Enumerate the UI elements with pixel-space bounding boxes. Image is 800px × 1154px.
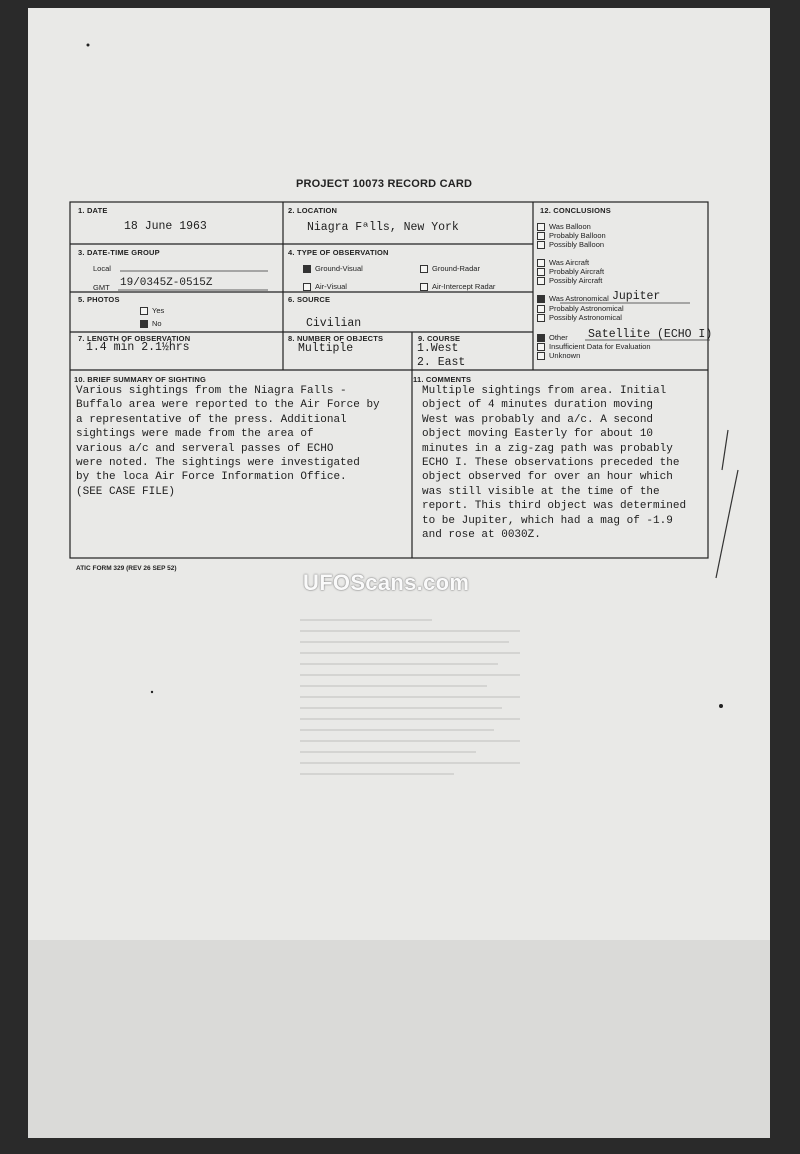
photos-no: No <box>140 319 162 328</box>
comments-label: 11. COMMENTS <box>413 375 472 384</box>
bleed-through-text <box>300 610 520 860</box>
conclusion-unknown: Unknown <box>537 351 580 360</box>
date-value: 18 June 1963 <box>124 220 207 233</box>
checkbox-ground-radar[interactable] <box>420 265 428 273</box>
checkbox-was-balloon[interactable] <box>537 223 545 231</box>
course-line-1: 1.West <box>417 342 459 355</box>
type-of-observation-label: 4. TYPE OF OBSERVATION <box>288 248 389 257</box>
checkbox-ground-visual[interactable] <box>303 265 311 273</box>
comments-text: Multiple sightings from area. Initial object of 4 minutes duration moving West was probably and a/c. A second object moving Easterly for about 10 minutes in a zig-zag path was probably ECHO I. These observations preceded the object observed for over an hour which was still visible at the time of the report. This third object was determined to be Jupiter, which had a mag of -1.9 and rose at 0030Z. <box>422 385 687 542</box>
conclusions-label: 12. CONCLUSIONS <box>540 206 611 215</box>
conclusion-probably-astronomical: Probably Astronomical <box>537 304 624 313</box>
checkbox-probably-balloon[interactable] <box>537 232 545 240</box>
option-air-intercept-radar: Air-Intercept Radar <box>420 282 495 291</box>
photos-yes: Yes <box>140 306 164 315</box>
conclusion-possibly-aircraft: Possibly Aircraft <box>537 276 602 285</box>
checkbox-unknown[interactable] <box>537 352 545 360</box>
checkbox-air-intercept-radar[interactable] <box>420 283 428 291</box>
course-line-2: 2. East <box>417 356 466 369</box>
checkbox-probably-aircraft[interactable] <box>537 268 545 276</box>
course-label: 9. COURSE <box>418 334 461 343</box>
date-time-group-label: 3. DATE-TIME GROUP <box>78 248 160 257</box>
option-air-visual: Air-Visual <box>303 282 347 291</box>
checkbox-air-visual[interactable] <box>303 283 311 291</box>
length-of-observation-label: 7. LENGTH OF OBSERVATION <box>78 334 191 343</box>
summary-text: Various sightings from the Niagra Falls - Buffalo area were reported to the Air Force by a representative of the press. Additional sightings were made from the area of various a/c and serveral passes of ECHO were noted. The sightings were investigated by the loca Air Force Information Office. (SEE CASE FILE) <box>76 385 380 498</box>
form-footer: ATIC FORM 329 (REV 26 SEP 52) <box>76 565 177 572</box>
checkbox-photos-yes[interactable] <box>140 307 148 315</box>
option-ground-radar: Ground-Radar <box>420 264 480 273</box>
conclusion-insufficient-data: Insufficient Data for Evaluation <box>537 342 651 351</box>
conclusion-was-balloon: Was Balloon <box>537 222 591 231</box>
conclusion-probably-balloon: Probably Balloon <box>537 231 606 240</box>
source-label: 6. SOURCE <box>288 295 331 304</box>
handwritten-jupiter: Jupiter <box>612 290 661 303</box>
photos-label: 5. PHOTOS <box>78 295 120 304</box>
summary-label: 10. BRIEF SUMMARY OF SIGHTING <box>74 375 207 384</box>
handwritten-satellite: Satellite (ECHO I) <box>588 328 713 341</box>
paper-lower-area <box>28 940 770 1138</box>
length-of-observation-value: 1.4 min 2.1½hrs <box>86 341 190 354</box>
conclusion-was-aircraft: Was Aircraft <box>537 258 589 267</box>
source-value: Civilian <box>306 317 362 330</box>
location-value: Niagra Fªlls, New York <box>307 221 459 234</box>
checkbox-possibly-aircraft[interactable] <box>537 277 545 285</box>
checkbox-possibly-astronomical[interactable] <box>537 314 545 322</box>
checkbox-was-astronomical[interactable] <box>537 295 545 303</box>
conclusion-other: Other <box>537 333 568 342</box>
checkbox-was-aircraft[interactable] <box>537 259 545 267</box>
conclusion-was-astronomical: Was Astronomical <box>537 294 609 303</box>
conclusion-probably-aircraft: Probably Aircraft <box>537 267 604 276</box>
checkbox-possibly-balloon[interactable] <box>537 241 545 249</box>
number-of-objects-value: Multiple <box>298 342 354 355</box>
location-label: 2. LOCATION <box>288 206 338 215</box>
date-label: 1. DATE <box>78 206 108 215</box>
checkbox-insufficient-data[interactable] <box>537 343 545 351</box>
gmt-value: 19/0345Z-0515Z <box>120 277 213 289</box>
checkbox-other[interactable] <box>537 334 545 342</box>
gmt-label: GMT <box>93 283 110 292</box>
watermark: UFOScans.com <box>303 570 470 595</box>
conclusion-possibly-astronomical: Possibly Astronomical <box>537 313 622 322</box>
checkbox-photos-no[interactable] <box>140 320 148 328</box>
card-title: PROJECT 10073 RECORD CARD <box>296 178 473 190</box>
checkbox-probably-astronomical[interactable] <box>537 305 545 313</box>
conclusion-possibly-balloon: Possibly Balloon <box>537 240 604 249</box>
number-of-objects-label: 8. NUMBER OF OBJECTS <box>288 334 384 343</box>
option-ground-visual: Ground-Visual <box>303 264 363 273</box>
local-label: Local <box>93 264 111 273</box>
